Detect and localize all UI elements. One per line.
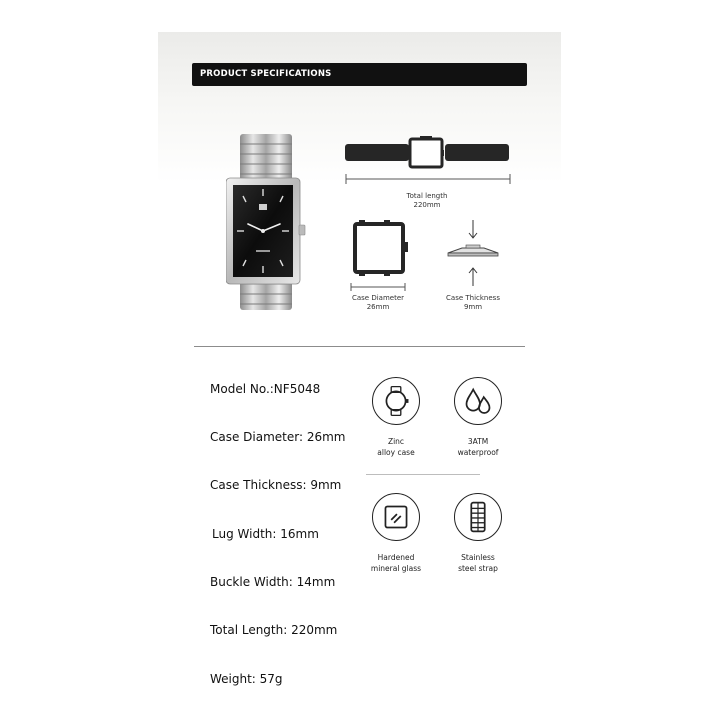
case-diameter-caption: [338, 294, 418, 312]
spec-total-length: Total Length: 220mm: [210, 623, 338, 637]
total-length-caption: [380, 192, 474, 210]
feature-divider: [366, 474, 480, 475]
spec-buckle-width: Buckle Width: 14mm: [210, 575, 336, 589]
mineral-glass-icon: [372, 493, 420, 541]
feature-zinc-line2: alloy case: [377, 447, 415, 457]
case-thickness-icon: [442, 218, 504, 290]
spec-case-thickness: Case Thickness: 9mm: [210, 478, 342, 492]
feature-strap-label: [438, 553, 518, 574]
feature-strap-line1: Stainless: [461, 553, 495, 562]
feature-glass-line2: mineral glass: [370, 563, 422, 573]
feature-zinc-case-label: [356, 437, 436, 458]
section-divider: [194, 346, 525, 347]
header-title: PRODUCT SPECIFICATIONS: [200, 69, 332, 79]
header-bar: [192, 63, 527, 86]
steel-strap-icon: [454, 493, 502, 541]
feature-glass-line1: Hardened: [377, 553, 415, 562]
feature-waterproof-line2: waterproof: [457, 447, 499, 457]
case-thickness-value: 9mm: [463, 303, 483, 311]
spec-case-diameter: Case Diameter: 26mm: [210, 430, 346, 444]
feature-waterproof-line1: 3ATM: [467, 437, 489, 446]
case-thickness-label: Case Thickness: [446, 294, 500, 302]
spec-model-no: Model No.:NF5048: [210, 382, 321, 396]
watch-image: [226, 132, 310, 312]
case-outline-icon: [348, 216, 410, 282]
case-thickness-caption: [433, 294, 513, 312]
case-diameter-value: 26mm: [366, 303, 390, 311]
strap-length-icon: [344, 134, 514, 170]
feature-waterproof-label: [438, 437, 518, 458]
water-drops-icon: [454, 377, 502, 425]
total-length-value: 220mm: [413, 201, 441, 209]
total-length-label: Total length: [406, 192, 448, 200]
feature-glass-label: [356, 553, 436, 574]
case-diameter-label: Case Diameter: [351, 294, 405, 302]
spec-weight: Weight: 57g: [210, 672, 283, 686]
watch-case-icon: [372, 377, 420, 425]
diameter-dimension-line: [348, 282, 410, 292]
feature-zinc-line1: Zinc: [387, 437, 405, 446]
spec-lug-width: Lug Width: 16mm: [212, 527, 319, 541]
product-spec-card: [158, 32, 561, 720]
feature-strap-line2: steel strap: [458, 563, 498, 573]
length-dimension-line: [344, 172, 514, 186]
